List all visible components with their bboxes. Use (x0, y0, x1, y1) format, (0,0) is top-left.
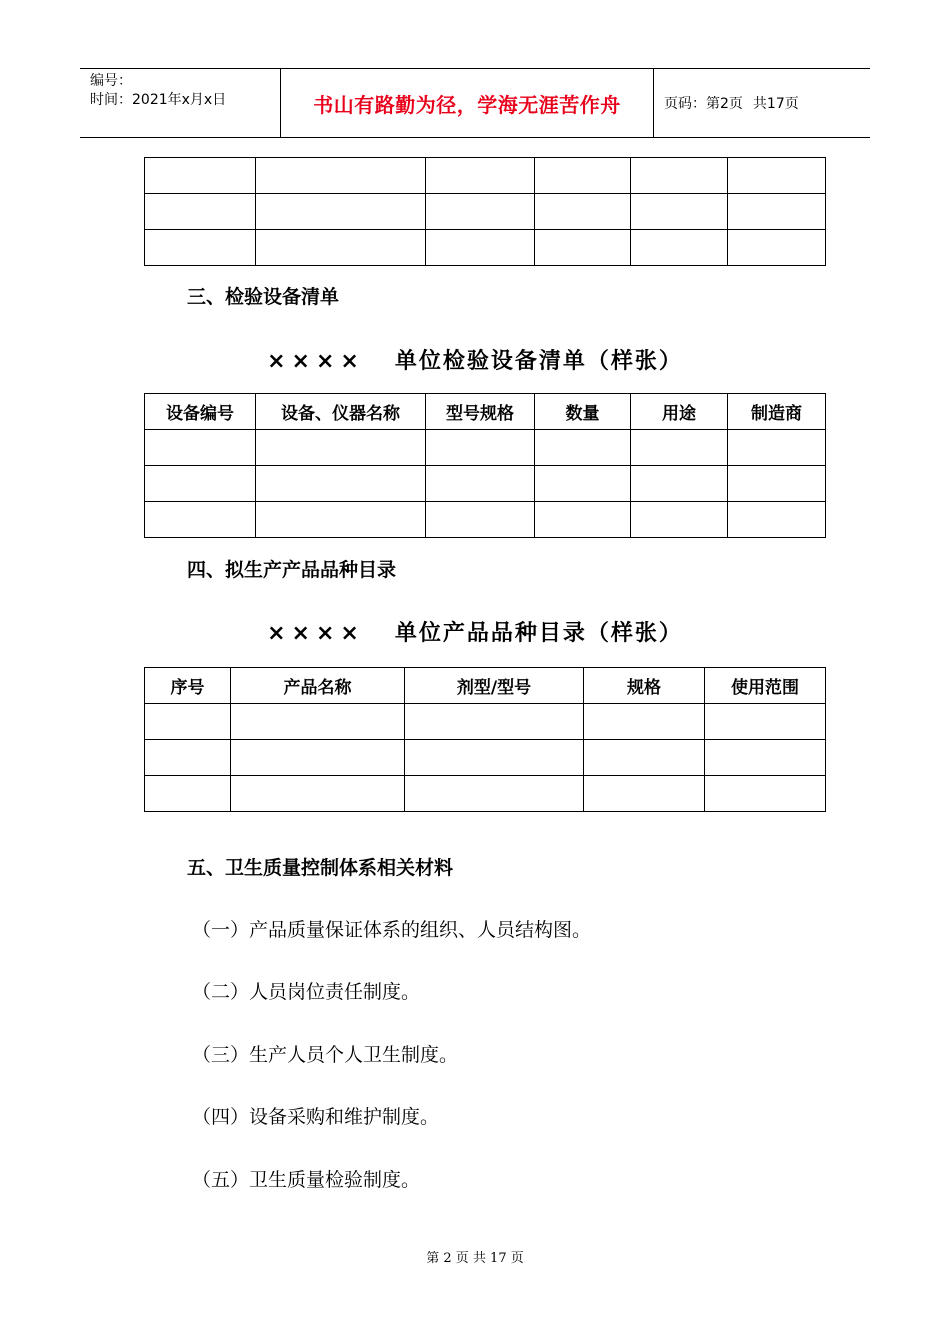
table-row (145, 466, 826, 502)
continuation-cell (256, 230, 426, 266)
equipment-cell (728, 430, 826, 466)
equipment-cell (426, 430, 535, 466)
products-column-header: 使用范围 (705, 668, 826, 704)
equipment-cell (145, 502, 256, 538)
equipment-column-header: 设备、仪器名称 (256, 394, 426, 430)
products-cell (145, 704, 231, 740)
products-cell (584, 704, 705, 740)
products-cell (705, 740, 826, 776)
header-page-info (654, 69, 870, 137)
equipment-column-header: 数量 (535, 394, 631, 430)
equipment-cell (631, 502, 728, 538)
continuation-cell (535, 230, 631, 266)
continuation-cell (145, 194, 256, 230)
table-row (145, 704, 826, 740)
products-cell (231, 704, 405, 740)
equipment-cell (728, 466, 826, 502)
table-row (145, 194, 826, 230)
equipment-table-title-text: 单位检验设备清单（样张） (394, 349, 683, 374)
section-heading-quality: 五、卫生质量控制体系相关材料 (187, 857, 454, 879)
quality-item-1: （一）产品质量保证体系的组织、人员结构图。 (192, 919, 592, 941)
products-cell (705, 776, 826, 812)
header-page-number: 页码：第2页 (664, 96, 743, 112)
continuation-cell (256, 194, 426, 230)
equipment-table (144, 393, 826, 538)
equipment-table-title-prefix: ×××× (267, 349, 365, 374)
continuation-cell (535, 158, 631, 194)
equipment-table-title (0, 344, 950, 375)
continuation-cell (631, 158, 728, 194)
section-heading-products: 四、拟生产产品品种目录 (187, 559, 397, 581)
products-cell (584, 776, 705, 812)
table-row (145, 430, 826, 466)
products-cell (405, 704, 584, 740)
products-table (144, 667, 826, 812)
products-cell (231, 740, 405, 776)
page-footer: 第 2 页 共 17 页 (426, 1251, 524, 1266)
quality-item-5: （五）卫生质量检验制度。 (192, 1169, 421, 1191)
equipment-cell (728, 502, 826, 538)
section-heading-equipment: 三、检验设备清单 (187, 286, 340, 308)
header-meta (80, 69, 281, 137)
equipment-column-header: 设备编号 (145, 394, 256, 430)
header-motto: 书山有路勤为径，学海无涯苦作舟 (281, 69, 654, 137)
equipment-column-header: 型号规格 (426, 394, 535, 430)
equipment-cell (145, 466, 256, 502)
document-number-label: 编号： (90, 73, 132, 89)
continuation-cell (145, 230, 256, 266)
continuation-cell (728, 158, 826, 194)
table-header-row (145, 394, 826, 430)
continuation-cell (631, 194, 728, 230)
table-row (145, 502, 826, 538)
continuation-cell (426, 230, 535, 266)
quality-item-3: （三）生产人员个人卫生制度。 (192, 1044, 459, 1066)
continuation-cell (535, 194, 631, 230)
continuation-cell (145, 158, 256, 194)
table-row (145, 776, 826, 812)
equipment-cell (145, 430, 256, 466)
continuation-cell (728, 194, 826, 230)
continuation-cell (631, 230, 728, 266)
products-table-title (0, 616, 950, 647)
products-column-header: 规格 (584, 668, 705, 704)
equipment-cell (426, 466, 535, 502)
equipment-cell (631, 466, 728, 502)
quality-item-4: （四）设备采购和维护制度。 (192, 1106, 440, 1128)
products-cell (705, 704, 826, 740)
products-cell (231, 776, 405, 812)
equipment-cell (256, 466, 426, 502)
continuation-cell (426, 194, 535, 230)
equipment-cell (256, 502, 426, 538)
header-page-total: 共17页 (752, 96, 799, 112)
products-cell (145, 740, 231, 776)
products-cell (145, 776, 231, 812)
products-cell (405, 776, 584, 812)
equipment-column-header: 制造商 (728, 394, 826, 430)
table-row (145, 230, 826, 266)
document-time-label: 时间：2021年x月x日 (90, 92, 227, 108)
continuation-cell (256, 158, 426, 194)
products-cell (584, 740, 705, 776)
equipment-column-header: 用途 (631, 394, 728, 430)
equipment-cell (256, 430, 426, 466)
products-table-title-prefix: ×××× (267, 621, 365, 646)
equipment-cell (426, 502, 535, 538)
equipment-cell (631, 430, 728, 466)
products-cell (405, 740, 584, 776)
products-table-title-text: 单位产品品种目录（样张） (394, 621, 683, 646)
table-row (145, 740, 826, 776)
products-column-header: 产品名称 (231, 668, 405, 704)
quality-item-2: （二）人员岗位责任制度。 (192, 981, 421, 1003)
equipment-cell (535, 430, 631, 466)
equipment-cell (535, 502, 631, 538)
table-header-row (145, 668, 826, 704)
continuation-cell (426, 158, 535, 194)
page-header (80, 68, 870, 138)
table-row (145, 158, 826, 194)
equipment-cell (535, 466, 631, 502)
continuation-cell (728, 230, 826, 266)
products-column-header: 剂型/型号 (405, 668, 584, 704)
continuation-table (144, 157, 826, 266)
products-column-header: 序号 (145, 668, 231, 704)
